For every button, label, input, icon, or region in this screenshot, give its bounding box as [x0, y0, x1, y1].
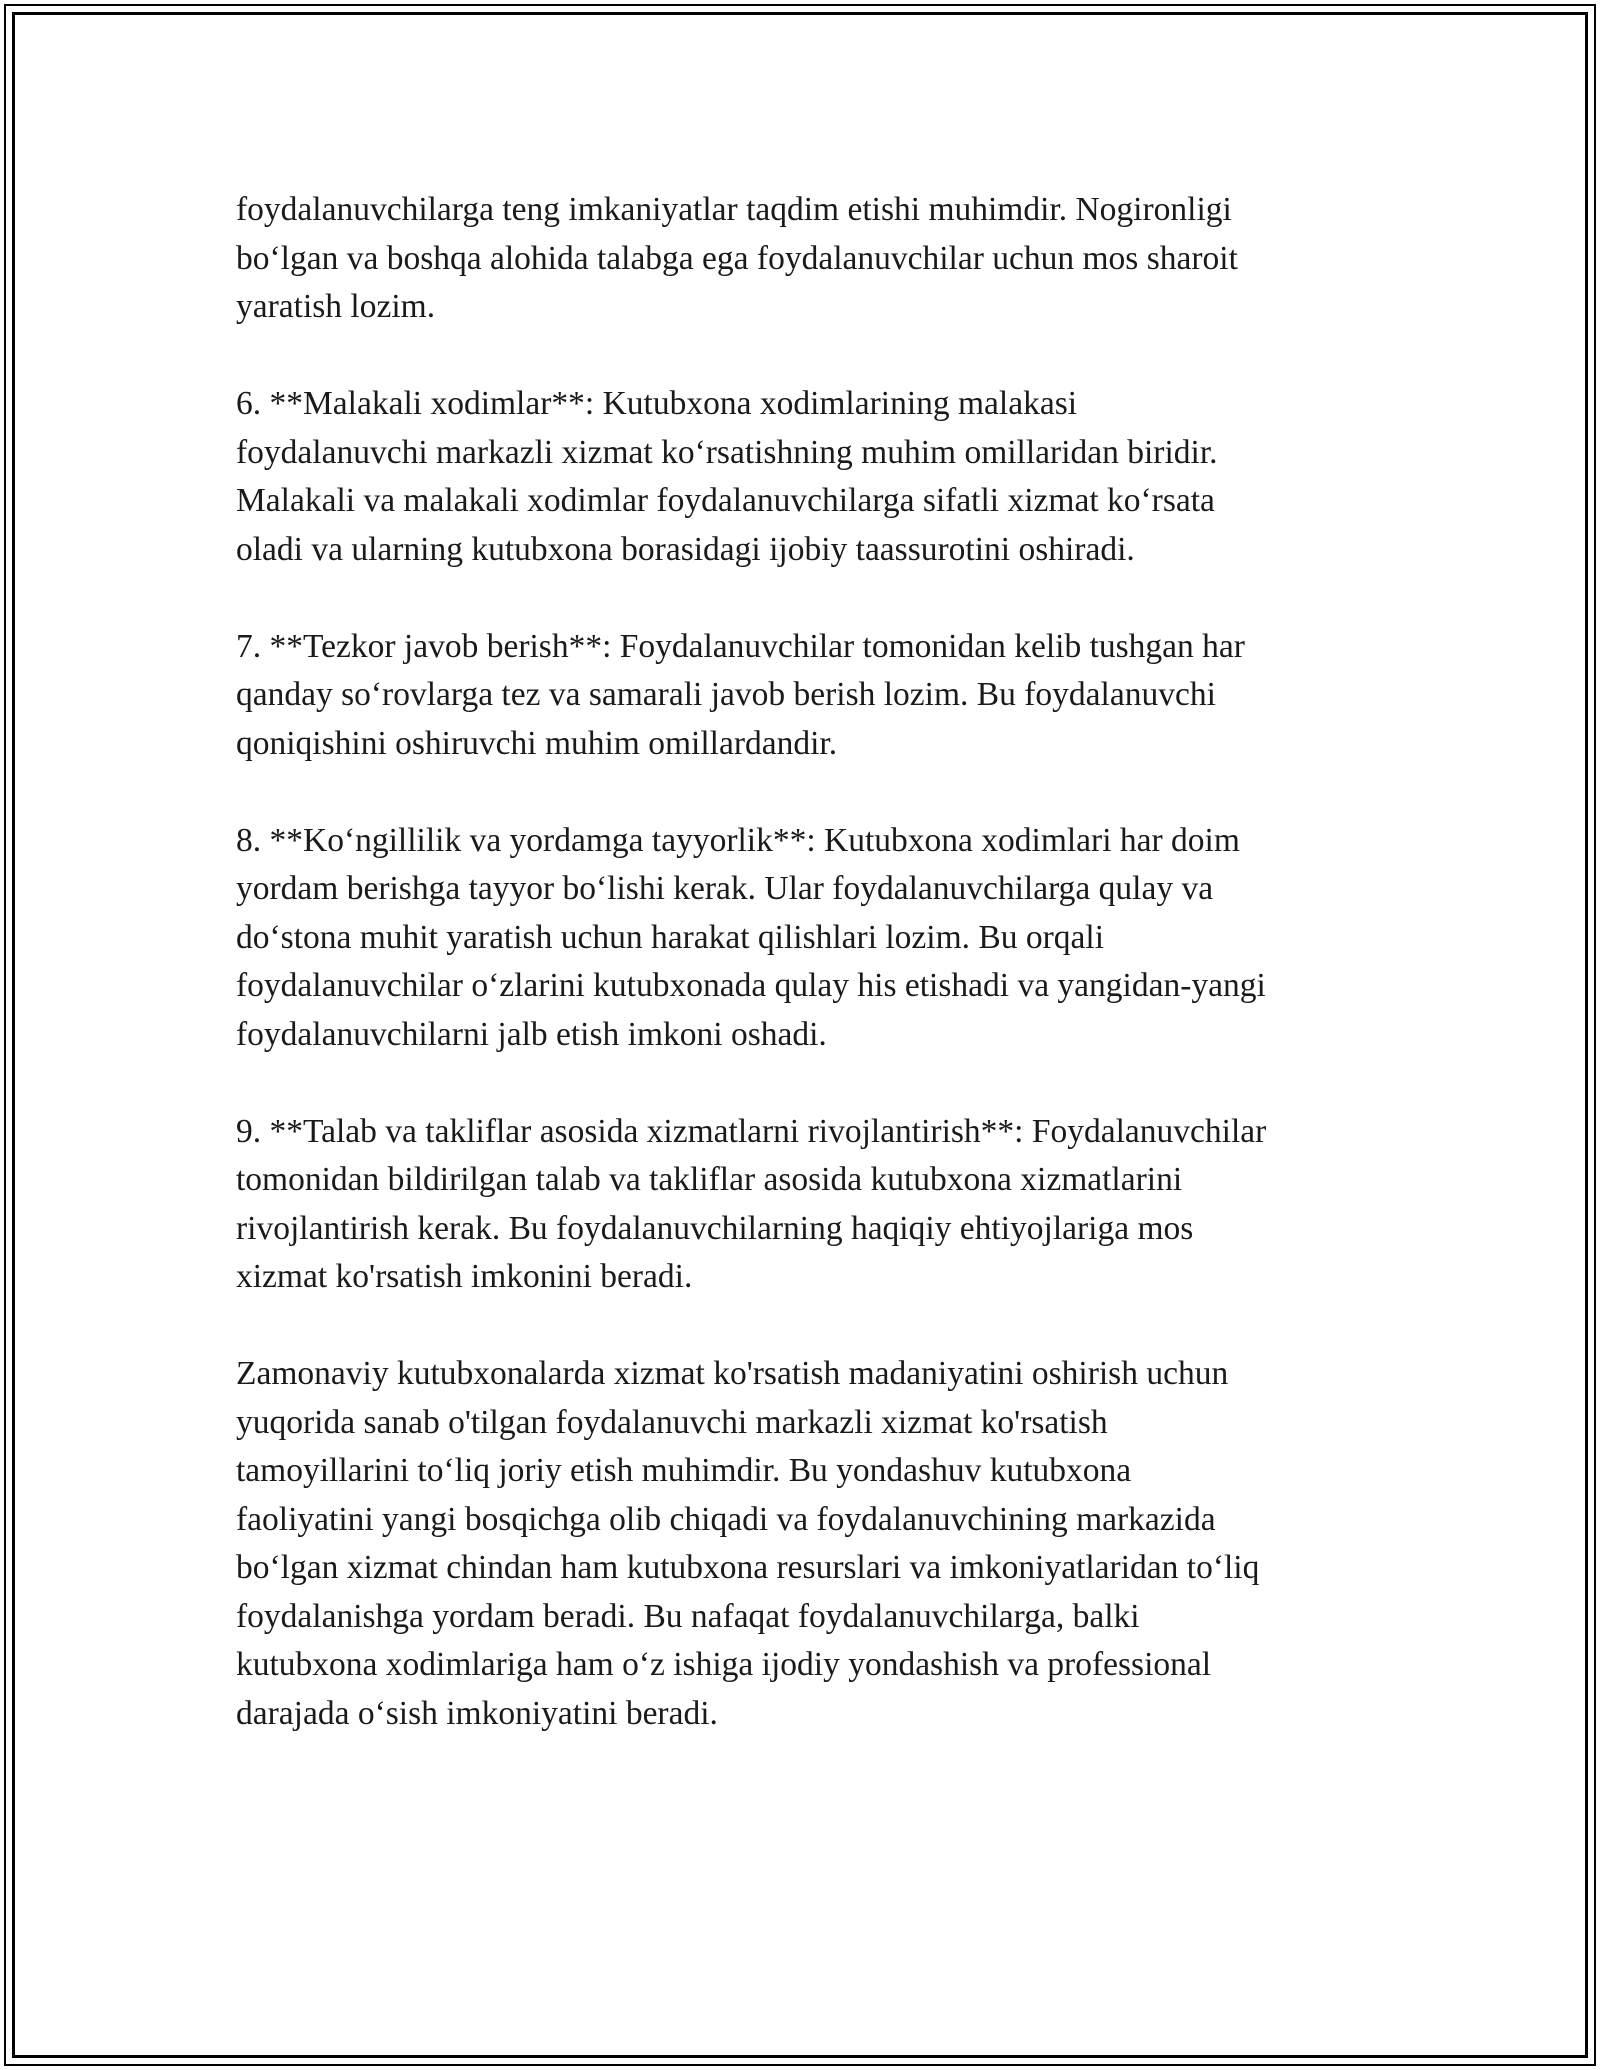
text-line: oladi va ularning kutubxona borasidagi ijobiy taassurotini oshiradi. [236, 530, 1135, 568]
text-line: foydalanishga yordam beradi. Bu nafaqat foydalanuvchilarga, balki [236, 1597, 1140, 1635]
text-line: xizmat ko'rsatish imkonini beradi. [236, 1258, 693, 1295]
list-item-6-qualified-staff [236, 380, 1386, 574]
text-line: darajada o‘sish imkoniyatini beradi. [236, 1694, 718, 1732]
text-line: qoniqishini oshiruvchi muhim omillardandir. [236, 724, 838, 762]
text-line: 7. **Tezkor javob berish**: Foydalanuvchilar tomonidan kelib tushgan har [236, 627, 1245, 665]
document-body [236, 186, 1386, 1787]
text-line: foydalanuvchilarni jalb etish imkoni oshadi. [236, 1015, 827, 1053]
text-line: do‘stona muhit yaratish uchun harakat qilishlari lozim. Bu orqali [236, 918, 1105, 956]
paragraph-accessibility-continuation [236, 186, 1386, 332]
text-line: qanday so‘rovlarga tez va samarali javob berish lozim. Bu foydalanuvchi [236, 676, 1216, 713]
text-line: 8. **Ko‘ngillilik va yordamga tayyorlik**: Kutubxona xodimlari har doim [236, 821, 1240, 859]
text-line: 6. **Malakali xodimlar**: Kutubxona xodimlarining malakasi [236, 385, 1078, 422]
text-line: Malakali va malakali xodimlar foydalanuvchilarga sifatli xizmat ko‘rsata [236, 482, 1215, 519]
paragraph-conclusion [236, 1350, 1386, 1738]
text-line: tomonidan bildirilgan talab va takliflar asosida kutubxona xizmatlarini [236, 1161, 1183, 1198]
text-line: foydalanuvchi markazli xizmat ko‘rsatishning muhim omillaridan biridir. [236, 433, 1218, 471]
text-line: kutubxona xodimlariga ham o‘z ishiga ijodiy yondashish va professional [236, 1646, 1212, 1683]
list-item-7-quick-response [236, 623, 1386, 769]
text-line: foydalanuvchilar o‘zlarini kutubxonada qulay his etishadi va yangidan-yangi [236, 967, 1266, 1004]
text-line: Zamonaviy kutubxonalarda xizmat ko'rsatish madaniyatini oshirish uchun [236, 1355, 1229, 1392]
text-line: faoliyatini yangi bosqichga olib chiqadi va foydalanuvchining markazida [236, 1500, 1216, 1538]
text-line: tamoyillarini to‘liq joriy etish muhimdir. Bu yondashuv kutubxona [236, 1452, 1132, 1489]
text-line: bo‘lgan xizmat chindan ham kutubxona resurslari va imkoniyatlaridan to‘liq [236, 1549, 1260, 1586]
list-item-9-service-development [236, 1108, 1386, 1302]
text-line: yordam berishga tayyor bo‘lishi kerak. Ular foydalanuvchilarga qulay va [236, 870, 1214, 907]
list-item-8-helpfulness [236, 817, 1386, 1060]
text-line: rivojlantirish kerak. Bu foydalanuvchilarning haqiqiy ehtiyojlariga mos [236, 1209, 1194, 1247]
text-line: bo‘lgan va boshqa alohida talabga ega foydalanuvchilar uchun mos sharoit [236, 239, 1238, 277]
text-line: 9. **Talab va takliflar asosida xizmatlarni rivojlantirish**: Foydalanuvchilar [236, 1112, 1267, 1150]
text-line: yaratish lozim. [236, 288, 436, 325]
text-line: foydalanuvchilarga teng imkaniyatlar taqdim etishi muhimdir. Nogironligi [236, 191, 1232, 228]
text-line: yuqorida sanab o'tilgan foydalanuvchi markazli xizmat ko'rsatish [236, 1403, 1108, 1441]
